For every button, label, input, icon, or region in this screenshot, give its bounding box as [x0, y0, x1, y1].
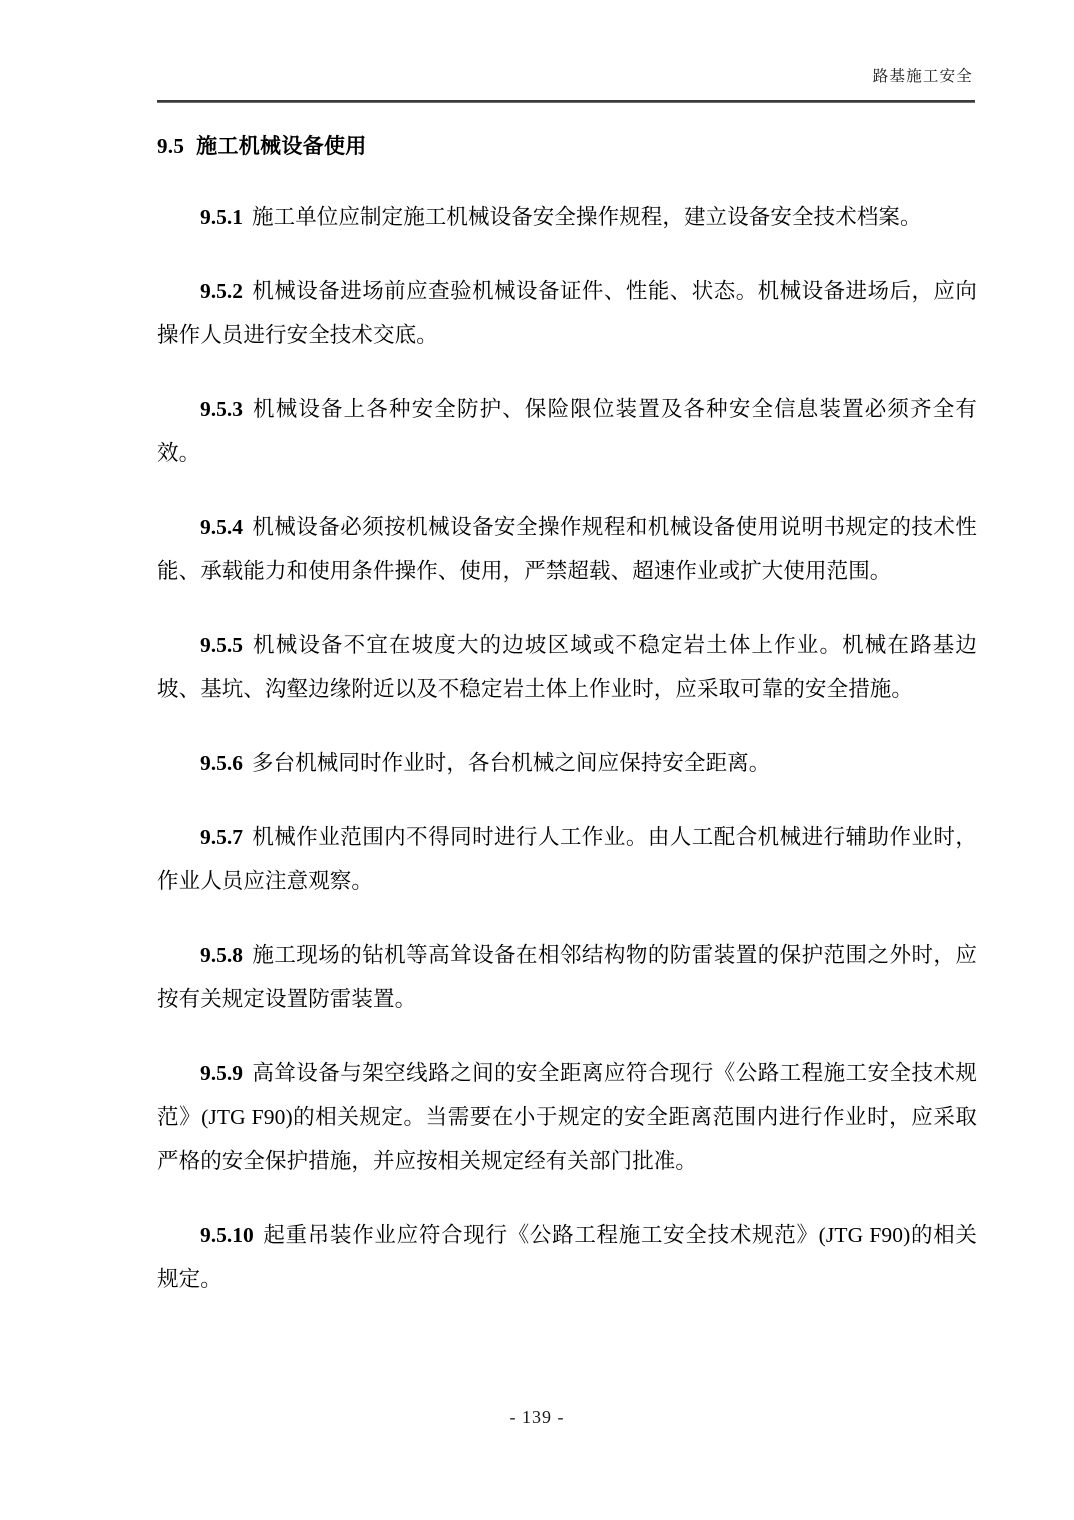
clause-text: 施工单位应制定施工机械设备安全操作规程，建立设备安全技术档案。: [252, 205, 922, 229]
page-footer: [0, 1404, 1074, 1430]
clause-paragraph: [157, 505, 977, 593]
clause-number: 9.5.9: [200, 1061, 243, 1085]
page-number: - 139 -: [509, 1407, 565, 1427]
clause-number: 9.5.1: [200, 205, 243, 229]
clause-paragraph: [157, 933, 977, 1021]
section-heading: [157, 131, 977, 161]
clause-number: 9.5.2: [200, 279, 243, 303]
clause-text: 机械设备上各种安全防护、保险限位装置及各种安全信息装置必须齐全有效。: [157, 397, 977, 465]
clause-text: 多台机械同时作业时，各台机械之间应保持安全距离。: [252, 751, 771, 775]
section-heading-number: 9.5: [157, 134, 185, 158]
header-rule: [157, 100, 975, 103]
clause-paragraph: [157, 1213, 977, 1301]
clause-number: 9.5.4: [200, 515, 243, 539]
clause-text: 机械设备不宜在坡度大的边坡区域或不稳定岩土体上作业。机械在路基边坡、基坑、沟壑边缘附近以及不稳定岩土体上作业时，应采取可靠的安全措施。: [157, 633, 977, 701]
clause-number: 9.5.6: [200, 751, 243, 775]
page-header: [157, 66, 975, 108]
clause-paragraph: [157, 1051, 977, 1183]
clause-text: 高耸设备与架空线路之间的安全距离应符合现行《公路工程施工安全技术规范》(JTG F90)的相关规定。当需要在小于规定的安全距离范围内进行作业时，应采取严格的安全保护措施，并应按相关规定经有关部门批准。: [157, 1061, 977, 1173]
clause-paragraph: [157, 623, 977, 711]
clause-paragraph: [157, 195, 977, 239]
running-header-title: 路基施工安全: [872, 68, 973, 85]
clause-paragraph: [157, 269, 977, 357]
clause-text: 施工现场的钻机等高耸设备在相邻结构物的防雷装置的保护范围之外时，应按有关规定设置防雷装置。: [157, 943, 977, 1011]
document-body: [157, 131, 977, 1301]
clause-text: 机械设备进场前应查验机械设备证件、性能、状态。机械设备进场后，应向操作人员进行安全技术交底。: [157, 279, 977, 347]
clause-paragraph: [157, 815, 977, 903]
clause-paragraph: [157, 741, 977, 785]
clause-number: 9.5.8: [200, 943, 243, 967]
clause-text: 机械设备必须按机械设备安全操作规程和机械设备使用说明书规定的技术性能、承载能力和使用条件操作、使用，严禁超载、超速作业或扩大使用范围。: [157, 515, 977, 583]
section-heading-title: 施工机械设备使用: [196, 134, 367, 158]
clause-text: 起重吊装作业应符合现行《公路工程施工安全技术规范》(JTG F90)的相关规定。: [157, 1223, 977, 1291]
clause-paragraph: [157, 387, 977, 475]
clause-number: 9.5.10: [200, 1223, 254, 1247]
clause-number: 9.5.7: [200, 825, 243, 849]
clause-number: 9.5.3: [200, 397, 243, 421]
clause-text: 机械作业范围内不得同时进行人工作业。由人工配合机械进行辅助作业时，作业人员应注意观察。: [157, 825, 977, 893]
clause-number: 9.5.5: [200, 633, 243, 657]
